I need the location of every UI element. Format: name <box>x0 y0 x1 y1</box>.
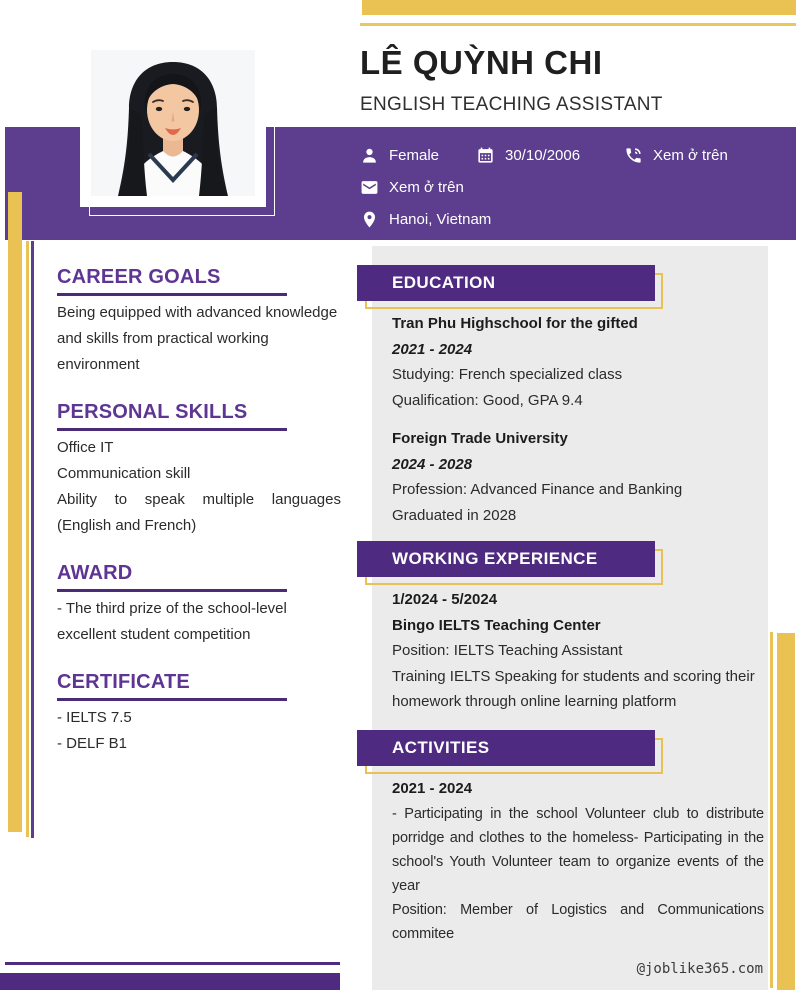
email-value: Xem ở trên <box>389 178 464 196</box>
skill-item: Ability to speak multiple languages (English and French) <box>57 491 341 534</box>
calendar-icon <box>476 146 495 165</box>
education-detail: Profession: Advanced Finance and Banking <box>392 481 683 498</box>
certificate-heading: CERTIFICATE <box>57 671 190 693</box>
mail-icon <box>360 178 379 197</box>
education-detail: Studying: French specialized class <box>392 366 623 383</box>
right-accent-line <box>770 632 773 988</box>
award-body: - The third prize of the school-level excellent student competition <box>57 600 287 643</box>
phone-icon <box>624 146 643 165</box>
certificate-list <box>57 705 341 757</box>
certificate-item: - IELTS 7.5 <box>57 709 132 726</box>
experience-heading: WORKING EXPERIENCE <box>357 541 655 577</box>
portrait-illustration <box>91 50 255 196</box>
career-goals-body: Being equipped with advanced knowledge and skills from practical working environment <box>57 304 338 373</box>
career-goals-heading: CAREER GOALS <box>57 266 221 288</box>
person-icon <box>360 146 379 165</box>
info-row-1 <box>360 141 728 169</box>
left-accent-line <box>26 241 29 837</box>
location-icon <box>360 210 379 229</box>
info-birthday <box>476 146 624 165</box>
education-entry <box>392 426 764 528</box>
info-phone <box>624 146 728 165</box>
info-row-2 <box>360 173 464 201</box>
certificate-underline <box>57 698 287 701</box>
skill-item: Office IT <box>57 439 114 456</box>
birthday-value: 30/10/2006 <box>505 146 581 164</box>
gender-value: Female <box>389 146 440 164</box>
experience-detail: Training IELTS Speaking for students and scoring their homework through online learning platform <box>392 667 755 710</box>
education-detail: Graduated in 2028 <box>392 506 517 524</box>
organization-name: Bingo IELTS Teaching Center <box>392 616 601 634</box>
info-row-3 <box>360 205 491 233</box>
top-accent-line <box>360 23 796 26</box>
phone-value: Xem ở trên <box>653 146 728 164</box>
bottom-accent-line <box>5 962 340 965</box>
school-name: Foreign Trade University <box>392 430 568 447</box>
award-underline <box>57 589 287 592</box>
skill-item: Communication skill <box>57 465 191 482</box>
activities-heading: ACTIVITIES <box>357 730 655 766</box>
education-entries <box>392 311 764 528</box>
award-heading: AWARD <box>57 562 133 584</box>
education-detail: Qualification: Good, GPA 9.4 <box>392 391 583 409</box>
education-period: 2024 - 2028 <box>392 455 473 473</box>
career-goals-underline <box>57 293 287 296</box>
left-purple-line <box>31 241 34 838</box>
experience-entries <box>392 587 764 715</box>
experience-detail: Position: IELTS Teaching Assistant <box>392 642 623 659</box>
activities-description: - Participating in the school Volunteer club to distribute porridge and clothes to the homeless- Participating in the school's Youth Volunteer team to organize events of the year <box>392 806 764 894</box>
bottom-accent-bar <box>0 973 340 990</box>
info-gender <box>360 146 476 165</box>
profile-photo <box>80 45 266 207</box>
person-job-title: ENGLISH TEACHING ASSISTANT <box>360 94 663 115</box>
certificate-item: - DELF B1 <box>57 735 128 752</box>
education-entry <box>392 311 764 413</box>
activities-entries <box>392 776 764 946</box>
personal-skills-list <box>57 435 341 539</box>
education-heading: EDUCATION <box>357 265 655 301</box>
activities-position: Position: Member of Logistics and Communications commitee <box>392 902 764 942</box>
personal-skills-underline <box>57 428 287 431</box>
personal-skills-heading: PERSONAL SKILLS <box>57 401 248 423</box>
activities-period: 2021 - 2024 <box>392 780 473 797</box>
left-accent-bar <box>8 192 22 832</box>
education-period: 2021 - 2024 <box>392 340 473 358</box>
info-location <box>360 210 491 229</box>
person-name: LÊ QUỲNH CHI <box>360 44 603 81</box>
watermark: @joblike365.com <box>636 961 763 977</box>
top-accent-bar <box>362 0 796 15</box>
location-value: Hanoi, Vietnam <box>389 210 492 228</box>
school-name: Tran Phu Highschool for the gifted <box>392 315 638 332</box>
right-accent-bar <box>777 633 795 990</box>
info-email <box>360 178 464 197</box>
experience-period: 1/2024 - 5/2024 <box>392 591 498 608</box>
activities-entry <box>392 776 764 946</box>
experience-entry <box>392 587 764 715</box>
